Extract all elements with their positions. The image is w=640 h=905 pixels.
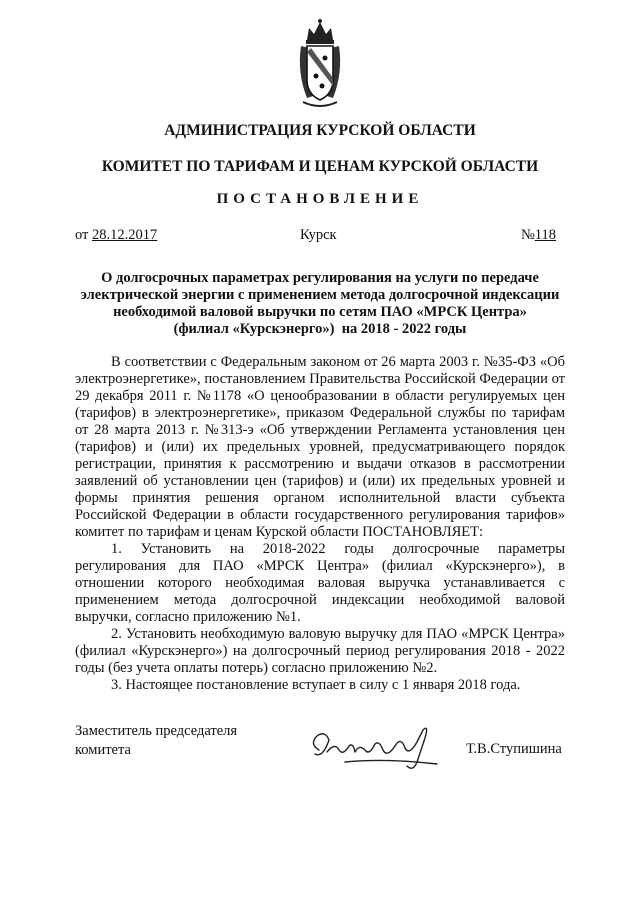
subject-line: (филиал «Курскэнерго») на 2018 - 2022 годы	[173, 321, 467, 337]
body-paragraph-2: 2. Установить необходимую валовую выручку для ПАО «МРСК Центра» (филиал «Курскэнерго») на долгосрочный период регулирования 2018 - 2022 годы (без учета оплаты потерь) согласно приложению №2.	[75, 626, 565, 676]
document-subject	[70, 270, 570, 338]
body-paragraph-3: 3. Настоящее постановление вступает в силу с 1 января 2018 года.	[111, 677, 521, 693]
document-body	[75, 354, 565, 694]
body-paragraph-preamble: В соответствии с Федеральным законом от 26 марта 2003 г. №35-ФЗ «Об электроэнергетике», постановлением Правительства Российской Федерации от 29 декабря 2011 г. №1178 «О ценообразовании в области регулируемых цен (тарифов) в электроэнергетике», приказом Федеральной службы по тарифам от 28 марта 2013 г. №313-э «Об утверждении Регламента установления цен (тарифов) и (или) их предельных уровней, предусматривающего порядок регистрации, принятия к рассмотрению и выдачи отказов в рассмотрении заявлений об установлении цен (тарифов) и (или) их предельных уровней и формы принятия решения органом исполнительной власти субъекта Российской Федерации в области государственного регулирования тарифов» комитет по тарифам и ценам Курской области ПОСТАНОВЛЯЕТ:	[75, 354, 565, 540]
org-line-1: АДМИНИСТРАЦИЯ КУРСКОЙ ОБЛАСТИ	[164, 122, 476, 139]
date-value: 28.12.2017	[92, 227, 158, 243]
document-meta	[0, 227, 640, 247]
org-line-2: КОМИТЕТ ПО ТАРИФАМ И ЦЕНАМ КУРСКОЙ ОБЛАСТИ	[101, 158, 539, 175]
subject-line: электрической энергии с применением метода долгосрочной индексации	[80, 287, 560, 303]
document-date: от 28.12.2017	[75, 227, 158, 243]
body-paragraph-1: 1. Установить на 2018-2022 годы долгосрочные параметры регулирования для ПАО «МРСК Центра» (филиал «Курскэнерго»), в отношении которого необходимая валовая выручка устанавливается с применением метода долгосрочной индексации необходимой валовой выручки, согласно приложению №1.	[75, 541, 565, 625]
document-city: Курск	[300, 227, 337, 243]
kursk-coat-of-arms-icon	[295, 18, 345, 108]
document-type: ПОСТАНОВЛЕНИЕ	[216, 191, 424, 207]
document-number: №118	[520, 227, 556, 243]
signatory-name: Т.В.Ступишина	[466, 741, 562, 757]
number-value: 118	[534, 227, 556, 243]
subject-line: О долгосрочных параметрах регулирования на услуги по передаче	[101, 270, 539, 286]
subject-line: необходимой валовой выручки по сетям ПАО «МРСК Центра»	[113, 304, 527, 320]
handwritten-signature	[305, 722, 445, 777]
signatory-title: Заместитель председателя комитета	[75, 723, 238, 758]
